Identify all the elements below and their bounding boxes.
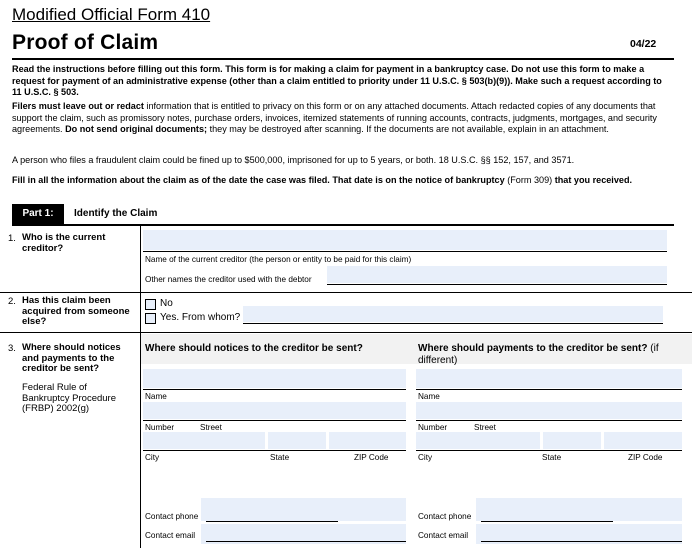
- payments-phone-label: Contact phone: [418, 512, 472, 521]
- notices-street-label: Street: [200, 423, 222, 432]
- header-rule: [12, 58, 674, 60]
- q3-rule-reference: Federal Rule of Bankruptcy Procedure (FRBP) 2002(g): [22, 382, 116, 414]
- notices-heading: Where should notices to the creditor be sent?: [145, 343, 363, 354]
- acquired-yes-label: Yes. From whom?: [160, 312, 241, 323]
- acquired-no-checkbox[interactable]: [145, 299, 156, 310]
- payments-zip-input[interactable]: [604, 432, 682, 449]
- payments-city-label: City: [418, 453, 433, 462]
- intro-fill-bold: Fill in all the information about the claim as of the date the case was filed. That date is on the notice of bankruptcy: [12, 175, 505, 185]
- acquired-from-underline: [243, 323, 663, 324]
- payments-name-label: Name: [418, 392, 440, 401]
- intro-fill-bold2: that you received.: [554, 175, 633, 185]
- creditor-name-label: Name of the current creditor (the person or entity to be paid for this claim): [145, 255, 412, 264]
- intro-redact-text-a: information that is entitled to privacy on this form or on any attached documents. Attach redacted copies of any documents that support the claim, such as promissory notes, purchase orders, invoices, itemized statements of running accounts, contracts, judgments, mortgages, and security agreements.: [12, 101, 657, 135]
- q1-number: 1.: [8, 233, 16, 244]
- q1-question: Who is the current creditor?: [22, 232, 106, 254]
- notices-email-label: Contact email: [145, 531, 196, 540]
- payments-zip-label: ZIP Code: [628, 453, 663, 462]
- notices-phone-label: Contact phone: [145, 512, 199, 521]
- payments-email-underline: [481, 541, 682, 542]
- q2-number: 2.: [8, 296, 16, 307]
- payments-city-input[interactable]: [416, 432, 540, 449]
- payments-street-underline: [416, 420, 682, 421]
- payments-phone-input[interactable]: [476, 498, 682, 521]
- notices-name-label: Name: [145, 392, 167, 401]
- notices-city-underline: [143, 450, 406, 451]
- payments-email-label: Contact email: [418, 531, 469, 540]
- intro-fill-plain: (Form 309): [504, 175, 555, 185]
- other-names-underline: [327, 284, 667, 285]
- payments-heading-note: (if different): [418, 343, 659, 366]
- notices-name-underline: [143, 389, 406, 390]
- notices-phone-input[interactable]: [201, 498, 406, 521]
- intro-redact: [12, 101, 672, 136]
- notices-zip-label: ZIP Code: [354, 453, 389, 462]
- payments-street-input[interactable]: [416, 402, 682, 419]
- other-names-input[interactable]: [327, 266, 667, 283]
- intro-fill-all: [12, 175, 672, 187]
- notices-street-underline: [143, 420, 406, 421]
- q3-number: 3.: [8, 343, 16, 354]
- payments-phone-underline: [481, 521, 613, 522]
- intro-fraud-warning: A person who files a fraudulent claim could be fined up to $500,000, imprisoned for up to 5 years, or both. 18 U.S.C. §§ 152, 157, and 3571.: [12, 155, 575, 165]
- form-name: Modified Official Form 410: [12, 5, 211, 24]
- part1-title: Identify the Claim: [74, 208, 158, 219]
- notices-number-label: Number: [145, 423, 175, 432]
- intro-instructions: Read the instructions before filling out this form. This form is for making a claim for payment in a bankruptcy case. Do not use this form to make a request for payment of an administrative expense (other than a claim entitled to priority under 11 U.S.C. § 503(b)(9)). Make such a request according to 11 U.S.C. § 503.: [12, 64, 662, 98]
- part1-label: Part 1:: [12, 204, 64, 224]
- acquired-from-input[interactable]: [243, 306, 663, 322]
- notices-street-input[interactable]: [143, 402, 406, 419]
- question-column-divider: [140, 226, 141, 548]
- creditor-name-underline: [143, 251, 667, 252]
- payments-heading: [418, 343, 686, 366]
- q3-question: Where should notices and payments to the creditor be sent?: [22, 342, 121, 374]
- q2-divider: [0, 332, 692, 333]
- notices-name-input[interactable]: [143, 369, 406, 388]
- payments-name-underline: [416, 389, 682, 390]
- payments-city-underline: [416, 450, 682, 451]
- other-names-label: Other names the creditor used with the debtor: [145, 275, 312, 284]
- intro-redact-bold: Filers must leave out or redact: [12, 101, 144, 111]
- notices-phone-underline: [206, 521, 338, 522]
- notices-email-underline: [206, 541, 406, 542]
- intro-redact-bold2: Do not send original documents;: [65, 124, 208, 135]
- payments-state-input[interactable]: [543, 432, 601, 449]
- q2-question: Has this claim been acquired from someone else?: [22, 295, 130, 327]
- acquired-no-label: No: [160, 298, 173, 309]
- creditor-name-input[interactable]: [143, 230, 667, 250]
- payments-heading-bold: Where should payments to the creditor be sent?: [418, 343, 648, 354]
- acquired-yes-checkbox[interactable]: [145, 313, 156, 324]
- notices-state-input[interactable]: [268, 432, 326, 449]
- intro-redact-text-b: they may be destroyed after scanning. If the documents are not available, explain in an attachment.: [207, 124, 609, 135]
- notices-city-label: City: [145, 453, 160, 462]
- notices-state-label: State: [270, 453, 290, 462]
- payments-name-input[interactable]: [416, 369, 682, 388]
- revision-date: 04/22: [630, 38, 657, 50]
- payments-number-label: Number: [418, 423, 448, 432]
- page-title: Proof of Claim: [12, 31, 159, 54]
- q1-divider: [0, 292, 692, 293]
- payments-state-label: State: [542, 453, 562, 462]
- notices-zip-input[interactable]: [329, 432, 406, 449]
- payments-street-label: Street: [474, 423, 496, 432]
- notices-city-input[interactable]: [143, 432, 265, 449]
